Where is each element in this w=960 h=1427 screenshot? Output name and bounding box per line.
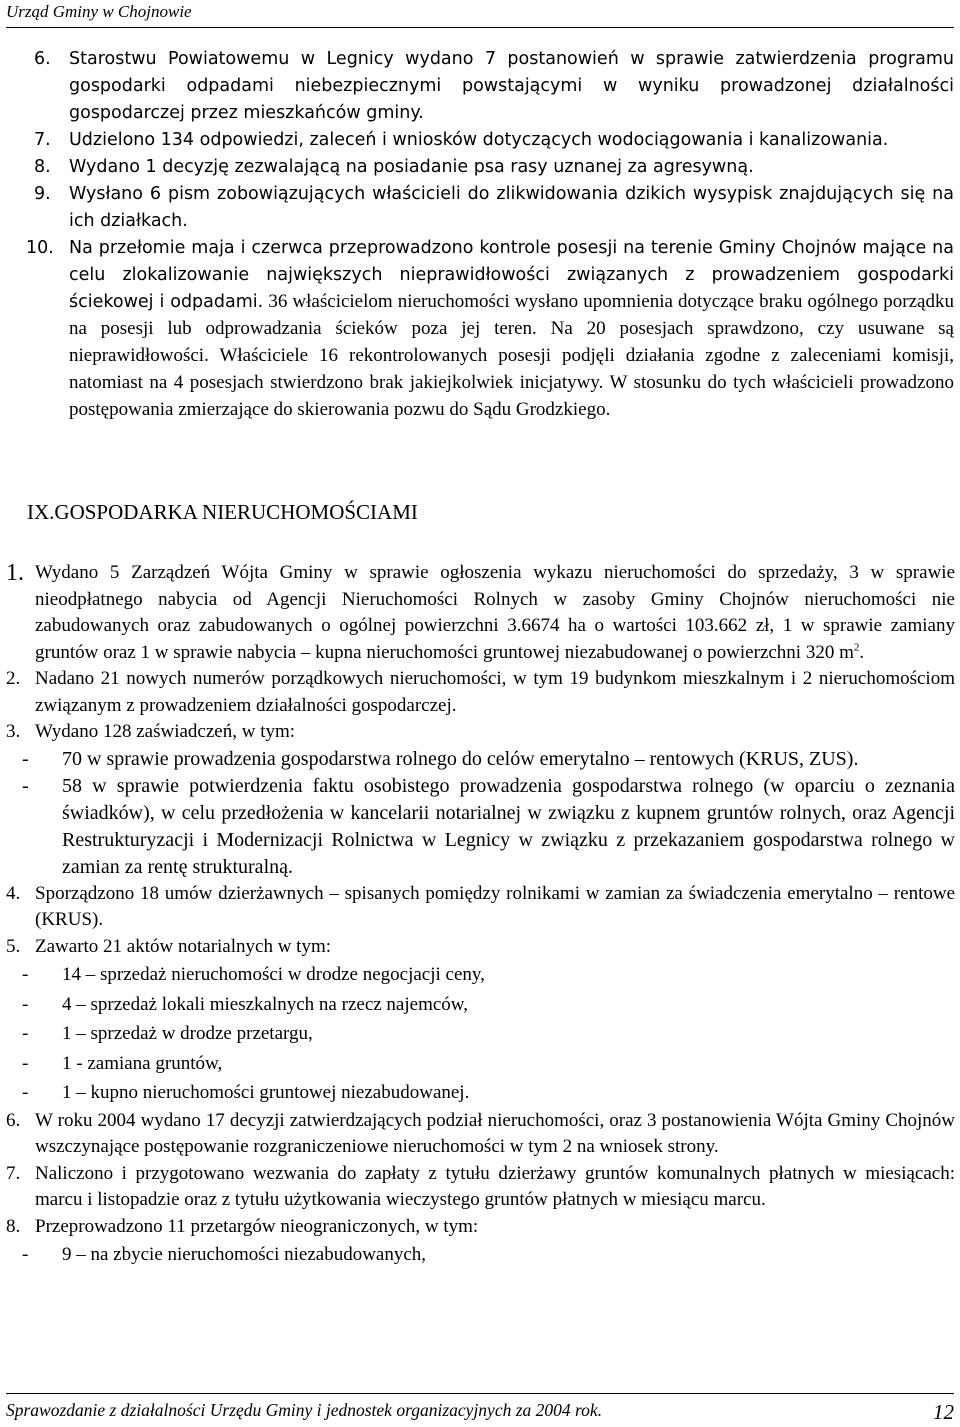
dash-item (0, 1078, 955, 1108)
dash-item (0, 990, 955, 1020)
item-text: Nadano 21 nowych numerów porządkowych nieruchomości, w tym 19 budynkom mieszkalnym i 2 nieruchomościom związanym z prowadzeniem działalności gospodarczej. (35, 668, 955, 716)
item-text-sans: Na przełomie maja i czerwca przeprowadzono kontrole posesji na terenie Gminy Chojnów mające na celu zlokalizowanie największych nieprawidłowości związanych z prowadzeniem gospodarki ściekowej i odpadami. (69, 238, 954, 312)
dash-text: 58 w sprawie potwierdzenia faktu osobistego prowadzenia gospodarstwa rolnego (w oparciu o zeznania świadków), w celu przedłożenia w kancelarii notarialnej w związku z kupnem gruntów rolnych, oraz Agencji Restrukturyzacji i Modernizacji Rolnictwa w Legnicy w związku z przekazaniem gospodarstwa rolnego w zamian za rentę strukturalną. (62, 774, 955, 878)
item-number: 9. (34, 184, 51, 204)
dash-mark: - (22, 1082, 29, 1103)
dash-mark: - (22, 747, 29, 770)
footer-text: Sprawozdanie z działalności Urzędu Gminy i jednostek organizacyjnych za 2004 rok. (6, 1400, 603, 1420)
item-number: 6. (6, 1109, 21, 1131)
dash-text: 1 – sprzedaż w drodze przetargu, (62, 1023, 313, 1044)
item-number: 5. (6, 935, 21, 957)
item-text: Udzielono 134 odpowiedzi, zaleceń i wniosków dotyczących wodociągowania i kanalizowania. (69, 130, 889, 150)
dash-text: 1 - zamiana gruntów, (62, 1052, 223, 1074)
dash-mark: - (22, 1052, 29, 1074)
list-item-7 (0, 127, 954, 154)
item-number: 2. (6, 668, 21, 689)
item-text: Wydano 128 zaświadczeń, w tym: (35, 721, 296, 742)
list-item-7b (0, 1161, 955, 1214)
dash-mark: - (22, 964, 29, 985)
dash-item (0, 1019, 955, 1049)
dash-text: 14 – sprzedaż nieruchomości w drodze negocjacji ceny, (62, 964, 485, 985)
item-text: Naliczono i przygotowano wezwania do zapłaty z tytułu dzierżawy gruntów komunalnych płatnych w miesiącach: marcu i listopadzie oraz z tytułu użytkowania wieczystego gruntów płatnych w miesiącu marcu. (35, 1162, 955, 1210)
list-item-6b (0, 1108, 955, 1161)
dash-mark: - (22, 774, 29, 797)
list-item-8 (0, 154, 954, 181)
item-number: 3. (6, 721, 21, 742)
dash-mark: - (22, 1244, 29, 1265)
list-item-10 (0, 235, 954, 424)
dash-mark: - (22, 993, 29, 1015)
dash-text: 70 w sprawie prowadzenia gospodarstwa rolnego do celów emerytalno – rentowych (KRUS, ZUS). (62, 747, 859, 770)
item-number: 7. (6, 1162, 21, 1184)
item-text: Starostwu Powiatowemu w Legnicy wydano 7 postanowień w sprawie zatwierdzenia programu gospodarki odpadami niebezpiecznymi powstającymi w wyniku prowadzonej działalności gospodarczej przez mieszkańców gminy. (69, 49, 954, 123)
list-item-8b (0, 1214, 955, 1241)
page-footer (6, 1393, 954, 1424)
item-number: 7. (34, 130, 51, 150)
dash-item (0, 773, 955, 881)
item-number: 8. (34, 157, 51, 177)
superscript: 2 (853, 641, 860, 654)
dash-text: 1 – kupno nieruchomości gruntowej niezabudowanej. (62, 1082, 470, 1103)
dash-item (0, 1049, 955, 1079)
dash-text: 4 – sprzedaż lokali mieszkalnych na rzecz najemców, (62, 993, 469, 1015)
list-item-9 (0, 181, 954, 235)
item-text-serif: 36 właścicielom nieruchomości wysłano upomnienia dotyczące braku ogólnego porządku na posesji lub odprowadzania ścieków poza jej teren. Na 20 posesjach sprawdzono, czy usuwane są nieprawidłowości. Właściciele 16 rekontrolowanych posesji podjęli działania zgodne z zaleceniami komisji, natomiast na 4 posesjach stwierdzono brak jakiejkolwiek inicjatywy. W stosunku do tych właścicieli prowadzono postępowania zmierzające do skierowania pozwu do Sądu Grodzkiego. (69, 291, 954, 420)
list-item-6 (0, 46, 954, 127)
list-item-3 (0, 719, 955, 746)
list-item-5 (0, 934, 955, 961)
list-item-4 (0, 881, 955, 934)
item-text: Wydano 5 Zarządzeń Wójta Gminy w sprawie ogłoszenia wykazu nieruchomości do sprzedaży, 3 w sprawie nieodpłatnego nabycia od Agencji Nieruchomości Rolnych w zasoby Gminy Chojnów nieruchomości nie zabudowanych oraz zabudowanych o ogólnej powierzchni 3.6674 ha o wartości 103.662 zł, 1 w sprawie zamiany gruntów oraz 1 w sprawie nabycia – kupna nieruchomości gruntowej niezabudowanej o powierzchni 320 m (35, 562, 955, 663)
dash-text: 9 – na zbycie nieruchomości niezabudowanych, (62, 1244, 427, 1265)
item-text: Zawarto 21 aktów notarialnych w tym: (35, 935, 332, 957)
page-header: Urząd Gminy w Chojnowie (6, 2, 954, 28)
section-b (0, 560, 960, 1269)
item-number: 6. (34, 49, 51, 69)
list-item-2 (0, 666, 955, 719)
item-number: 4. (6, 882, 21, 904)
section-heading: IX.GOSPODARKA NIERUCHOMOŚCIAMI (27, 500, 418, 524)
item-text: Wydano 1 decyzję zezwalającą na posiadanie psa rasy uznanej za agresywną. (69, 157, 754, 177)
page-number: 12 (933, 1400, 954, 1424)
dash-mark: - (22, 1023, 29, 1044)
item-number: 1. (6, 560, 24, 586)
list-item-1 (0, 560, 955, 666)
section-a (0, 46, 960, 424)
item-text: W roku 2004 wydano 17 decyzji zatwierdzających podział nieruchomości, oraz 3 postanowienia Wójta Gminy Chojnów wszczynające postępowanie rozgraniczeniowe nieruchomości w tym 2 na wniosek strony. (35, 1109, 955, 1157)
item-text: Sporządzono 18 umów dzierżawnych – spisanych pomiędzy rolnikami w zamian za świadczenia emerytalno – rentowe (KRUS). (35, 882, 955, 930)
dash-item (0, 960, 955, 990)
item-number: 8. (6, 1215, 21, 1237)
item-text: Wysłano 6 pism zobowiązujących właścicieli do zlikwidowania dzikich wysypisk znajdujących się na ich działkach. (69, 184, 954, 231)
item-text: Przeprowadzono 11 przetargów nieograniczonych, w tym: (35, 1215, 479, 1237)
item-text-tail: . (859, 641, 865, 663)
dash-item (0, 746, 955, 773)
dash-item (0, 1240, 955, 1269)
item-number: 10. (26, 238, 54, 258)
